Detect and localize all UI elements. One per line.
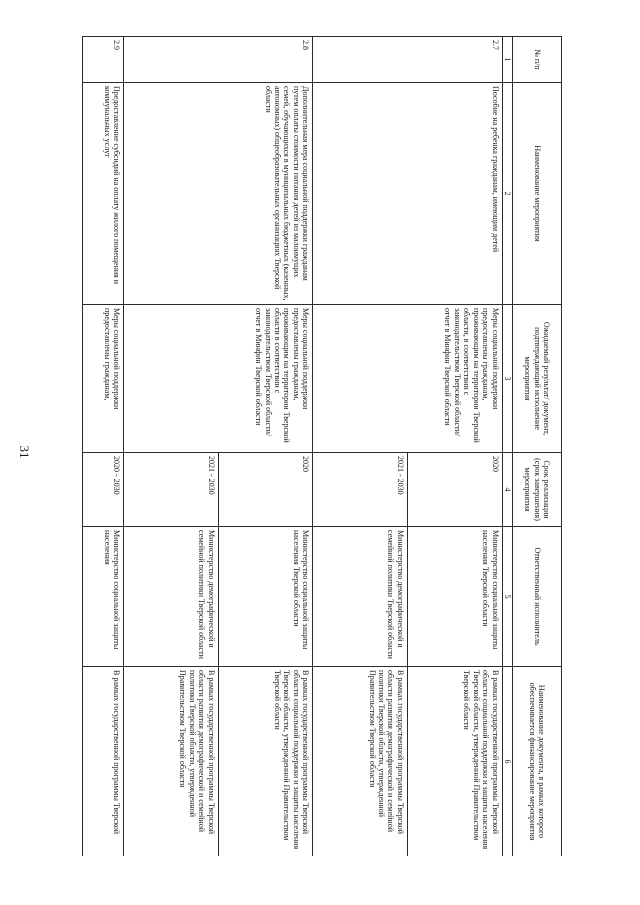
page-number: 31 — [17, 445, 32, 459]
measure-name: Предоставление субсидий на оплату жилого помещения и коммунальных услуг — [83, 83, 124, 305]
term: 2020 - 2030 — [83, 453, 124, 527]
table-row — [218, 37, 313, 857]
header-cell-result: Ожидаемый результат/ документ, подтверждающий исполнение мероприятия — [513, 305, 562, 453]
column-number: 6 — [502, 667, 512, 857]
table-row — [83, 37, 124, 857]
financing-document: В рамках государственной программы Тверской области развития демографической и семейной политики Тверской области, утвержденной Правительством Тверской области — [313, 667, 408, 857]
financing-document: В рамках государственной программы Тверской области социальной поддержки и защиты населения Тверской области, утвержденной Правительством Тверской области — [407, 667, 502, 857]
term: 2020 — [218, 453, 313, 527]
executor: Министерство демографической и семейной политики Тверской области — [124, 527, 219, 667]
term: 2021 - 2030 — [124, 453, 219, 527]
column-number: 5 — [502, 527, 512, 667]
financing-document: В рамках государственной программы Тверской области социальной поддержки и защиты населения Тверской области, утвержденной Правительством Тверской области — [218, 667, 313, 857]
expected-result: Меры социальной поддержки предоставлены гражданам, проживающим на территории Тверской области, в соответствии с законодательством Тверской области/отчет в Минфин Тверской области — [313, 305, 502, 453]
column-number: 4 — [502, 453, 512, 527]
row-number: 2.8 — [124, 37, 313, 83]
term: 2020 — [407, 453, 502, 527]
header-cell-document: Наименование документа, в рамках которого обеспечивается финансирование мероприятия — [513, 667, 562, 857]
column-number: 3 — [502, 305, 512, 453]
financing-document: В рамках государственной программы Тверской — [83, 667, 124, 857]
measure-name: Пособие на ребенка гражданам, имеющим детей — [313, 83, 502, 305]
executor: Министерство демографической и семейной политики Тверской области — [313, 527, 408, 667]
financing-document: В рамках государственной программы Тверской области развития демографической и семейной политики Тверской области, утвержденной Правительством Тверской области — [124, 667, 219, 857]
column-number: 2 — [502, 83, 512, 305]
header-cell-executor: Ответственный исполнитель — [513, 527, 562, 667]
expected-result: Меры социальной поддержки предоставлены гражданам, — [83, 305, 124, 453]
table-row — [407, 37, 502, 857]
header-row — [513, 37, 562, 857]
rotated-table-frame — [82, 36, 562, 856]
column-number: 1 — [502, 37, 512, 83]
row-number: 2.9 — [83, 37, 124, 83]
table-sheet — [82, 36, 562, 856]
column-number-row — [502, 37, 512, 857]
executor: Министерство социальной защиты населения Тверской области — [218, 527, 313, 667]
term: 2021 - 2030 — [313, 453, 408, 527]
expected-result: Меры социальной поддержки предоставлены гражданам, проживающим на территории Тверской области в соответствии с законодательством Тверской области/отчет в Минфин Тверской области — [124, 305, 313, 453]
row-number: 2.7 — [313, 37, 502, 83]
executor: Министерство социальной защиты населения Тверской области — [407, 527, 502, 667]
header-cell-num: № п/п — [513, 37, 562, 83]
header-cell-term: Срок реализации (срок завершения) мероприятия — [513, 453, 562, 527]
measure-name: Дополнительная мера социальной поддержки гражданам путем оплаты стоимости питания детей из малоимущих семей, обучающихся в муниципальных бюджетных (казенных, автономных) общеобразовательных организациях Тверской области — [124, 83, 313, 305]
header-cell-name: Наименование мероприятия — [513, 83, 562, 305]
executor: Министерство социальной защиты населения — [83, 527, 124, 667]
measures-table — [82, 36, 562, 856]
